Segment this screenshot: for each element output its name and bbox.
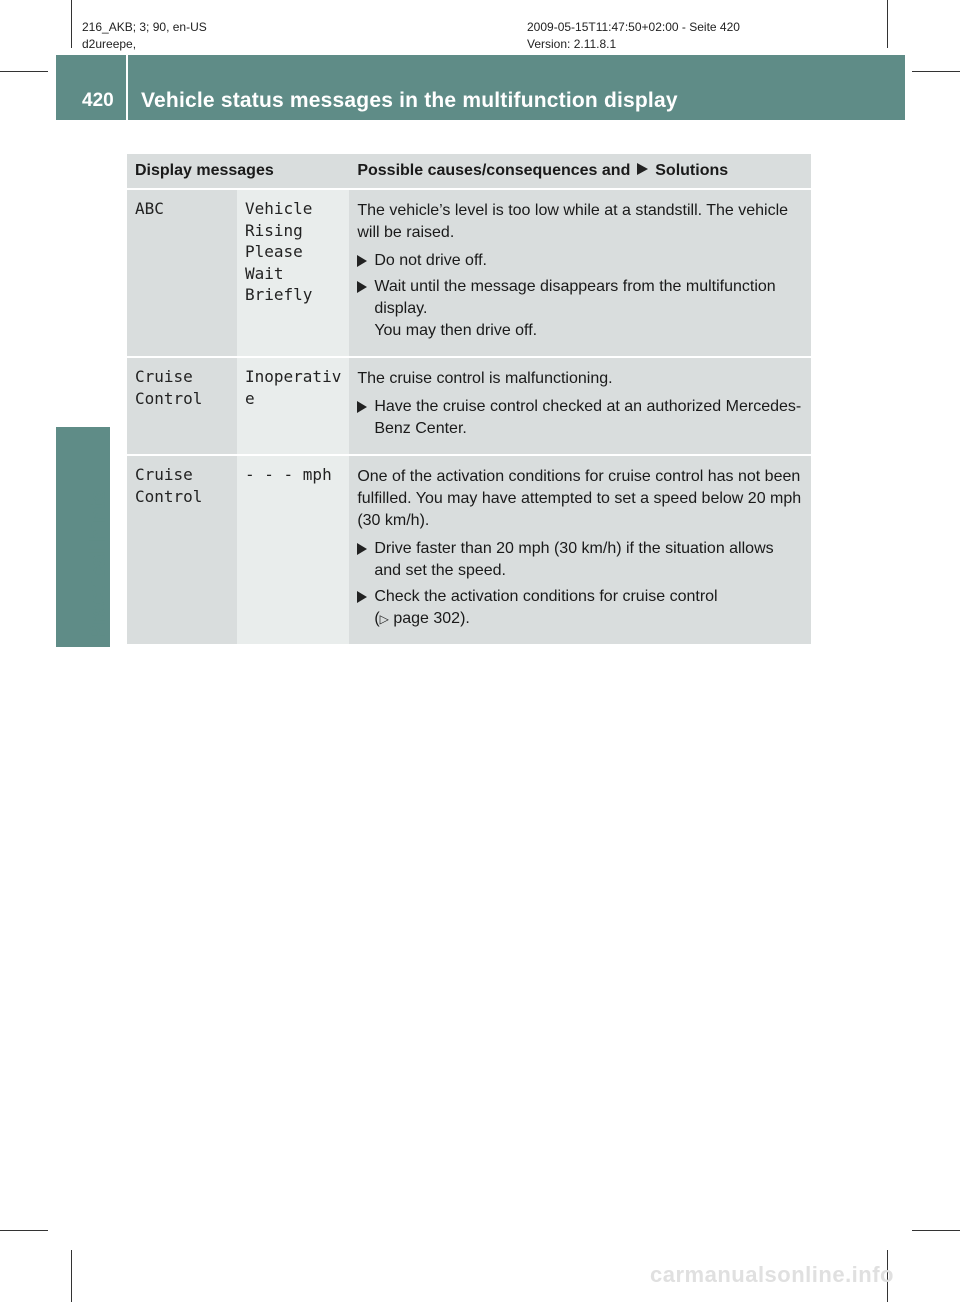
solution-step: Have the cruise control checked at an authorized Mercedes-Benz Center.	[357, 396, 803, 440]
crop-mark	[71, 1250, 72, 1302]
page-reference-link[interactable]: page 302).	[393, 610, 470, 627]
crop-mark	[0, 71, 48, 72]
table-row	[127, 189, 811, 357]
solution-note: You may then drive off.	[374, 322, 538, 339]
crop-mark	[71, 0, 72, 48]
display-message-part2: Vehicle Rising Please Wait Briefly	[237, 189, 349, 357]
solution-step: Wait until the message disappears from the multifunction display. You may then drive off.	[357, 276, 803, 342]
page-reference-icon: ▷	[379, 612, 389, 626]
crop-mark	[912, 1230, 960, 1231]
arrow-icon	[357, 401, 367, 413]
arrow-icon	[357, 281, 367, 293]
solution-cell	[349, 357, 811, 455]
watermark: carmanualsonline.info	[650, 1262, 894, 1287]
cause-text: The cruise control is malfunctioning.	[357, 370, 613, 387]
print-meta-left-2: d2ureepe,	[82, 37, 137, 51]
solution-cell	[349, 189, 811, 357]
display-message-part1: ABC	[127, 189, 237, 357]
display-message-part2: - - - mph	[237, 455, 349, 645]
arrow-icon	[357, 591, 367, 603]
solution-step: Check the activation conditions for cruise control (▷ page 302).	[357, 586, 803, 630]
status-message-table	[127, 154, 811, 646]
display-message-part1: Cruise Control	[127, 357, 237, 455]
print-meta-right-2: Version: 2.11.8.1	[527, 37, 617, 51]
page-number: 420	[82, 90, 114, 111]
col-header-causes: Possible causes/consequences and	[357, 162, 631, 179]
display-message-part2: Inoperativ e	[237, 357, 349, 455]
crop-mark	[0, 1230, 48, 1231]
header-divider	[126, 55, 128, 120]
solution-step: Do not drive off.	[357, 250, 803, 272]
arrow-icon	[357, 255, 367, 267]
cause-text: One of the activation conditions for cruise control has not been fulfilled. You may have attempted to set a speed below 20 mph (30 km/h).	[357, 468, 802, 529]
table-row	[127, 357, 811, 455]
solution-step: Drive faster than 20 mph (30 km/h) if the situation allows and set the speed.	[357, 538, 803, 582]
print-meta-left-1: 216_AKB; 3; 90, en-US	[82, 20, 207, 34]
table-row	[127, 455, 811, 645]
display-message-part1: Cruise Control	[127, 455, 237, 645]
crop-mark	[912, 71, 960, 72]
arrow-icon	[637, 162, 649, 176]
col-header-solutions	[349, 154, 811, 189]
arrow-icon	[357, 543, 367, 555]
section-label: Practical hints	[85, 489, 110, 640]
print-meta-right-1: 2009-05-15T11:47:50+02:00 - Seite 420	[527, 20, 740, 34]
table-header-row	[127, 154, 811, 189]
cause-text: The vehicle’s level is too low while at a standstill. The vehicle will be raised.	[357, 202, 789, 241]
page-title: Vehicle status messages in the multifunction display	[141, 89, 678, 112]
col-header-display-messages: Display messages	[127, 154, 349, 189]
crop-mark	[887, 0, 888, 48]
col-header-solutions-label: Solutions	[655, 162, 729, 179]
solution-cell	[349, 455, 811, 645]
